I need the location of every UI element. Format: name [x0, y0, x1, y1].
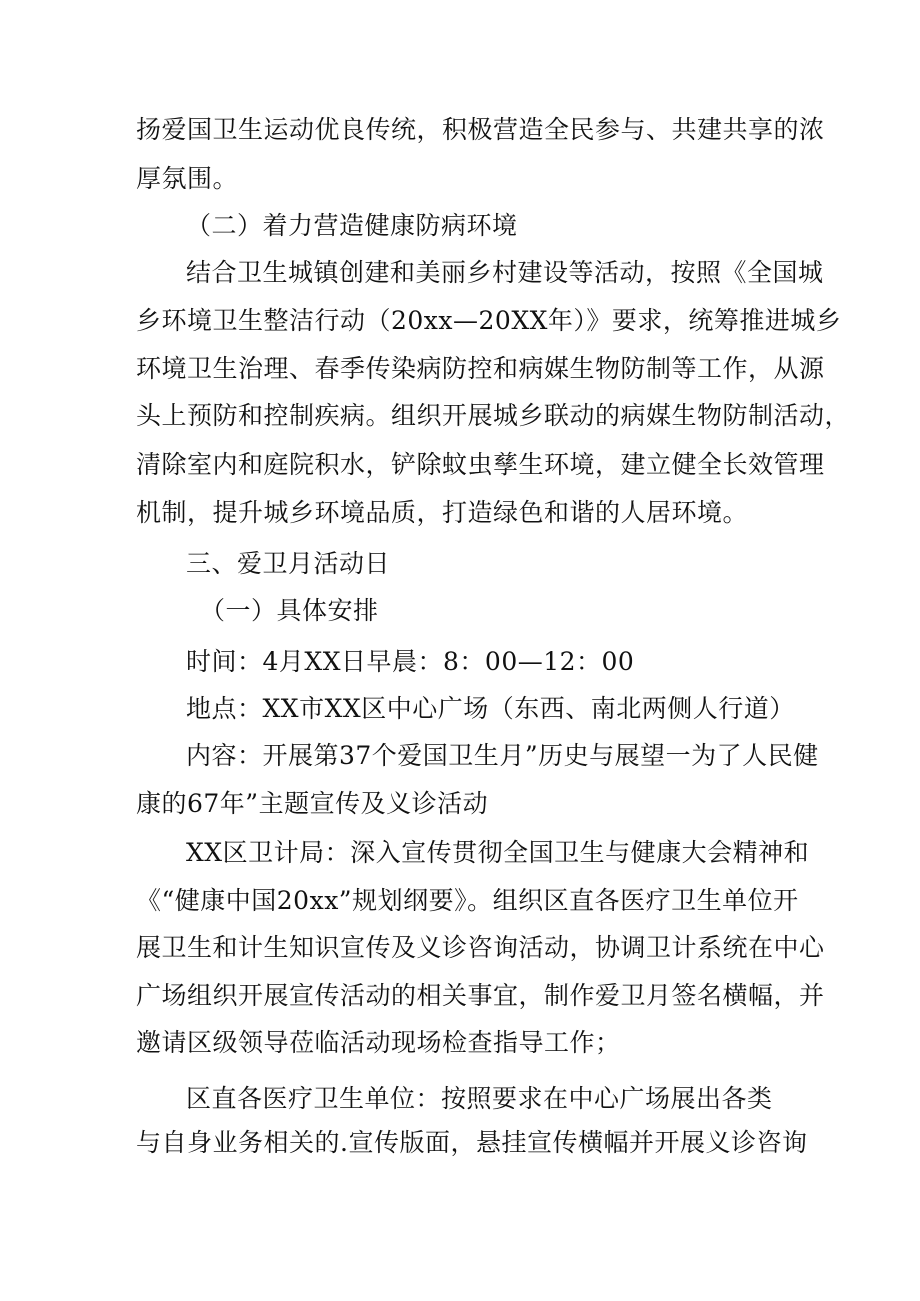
text-line: 结合卫生城镇创建和美丽乡村建设等活动，按照《全国城	[186, 258, 824, 287]
text-line: 展卫生和计生知识宣传及义诊咨询活动，协调卫计系统在中心	[136, 933, 825, 962]
text-line: 厚氛围。	[136, 164, 239, 193]
text-line: 区直各医疗卫生单位：按照要求在中心广场展出各类	[186, 1084, 773, 1113]
text-line: 环境卫生治理、春季传染病防控和病媒生物防制等工作，从源	[136, 354, 825, 383]
text-line: 清除室内和庭院积水，铲除蚊虫孳生环境，建立健全长效管理	[136, 450, 825, 479]
text-line: 地点：XX市XX区中心广场（东西、南北两侧人行道）	[186, 694, 795, 723]
section-heading: 三、爱卫月活动日	[186, 549, 391, 578]
text-line: 头上预防和控制疾病。组织开展城乡联动的病媒生物防制活动，	[136, 401, 851, 430]
text-line: 与自身业务相关的.宣传版面，悬挂宣传横幅并开展义诊咨询	[136, 1128, 808, 1157]
text-line: XX区卫计局：深入宣传贯彻全国卫生与健康大会精神和	[186, 838, 810, 867]
text-line: 广场组织开展宣传活动的相关事宜，制作爱卫月签名横幅，并	[136, 981, 825, 1010]
text-line: 邀请区级领导莅临活动现场检查指导工作；	[136, 1028, 621, 1057]
text-line: 机制，提升城乡环境品质，打造绿色和谐的人居环境。	[136, 498, 749, 527]
text-line: 《“健康中国20xx”规划纲要》。组织区直各医疗卫生单位开	[136, 886, 799, 915]
text-line: 乡环境卫生整洁行动（20xx—20XX年）》要求，统筹推进城乡	[136, 306, 842, 335]
subsection-heading: （一）具体安排	[200, 596, 379, 625]
text-line: 扬爱国卫生运动优良传统，积极营造全民参与、共建共享的浓	[136, 115, 825, 144]
text-line: 康的67年”主题宣传及义诊活动	[136, 789, 489, 818]
text-line: 时间：4月XX日早晨：8：00—12：00	[186, 647, 635, 676]
text-line: 内容：开展第37个爱国卫生月”历史与展望一为了人民健	[186, 741, 819, 770]
section-heading: （二）着力营造健康防病环境	[186, 211, 518, 240]
